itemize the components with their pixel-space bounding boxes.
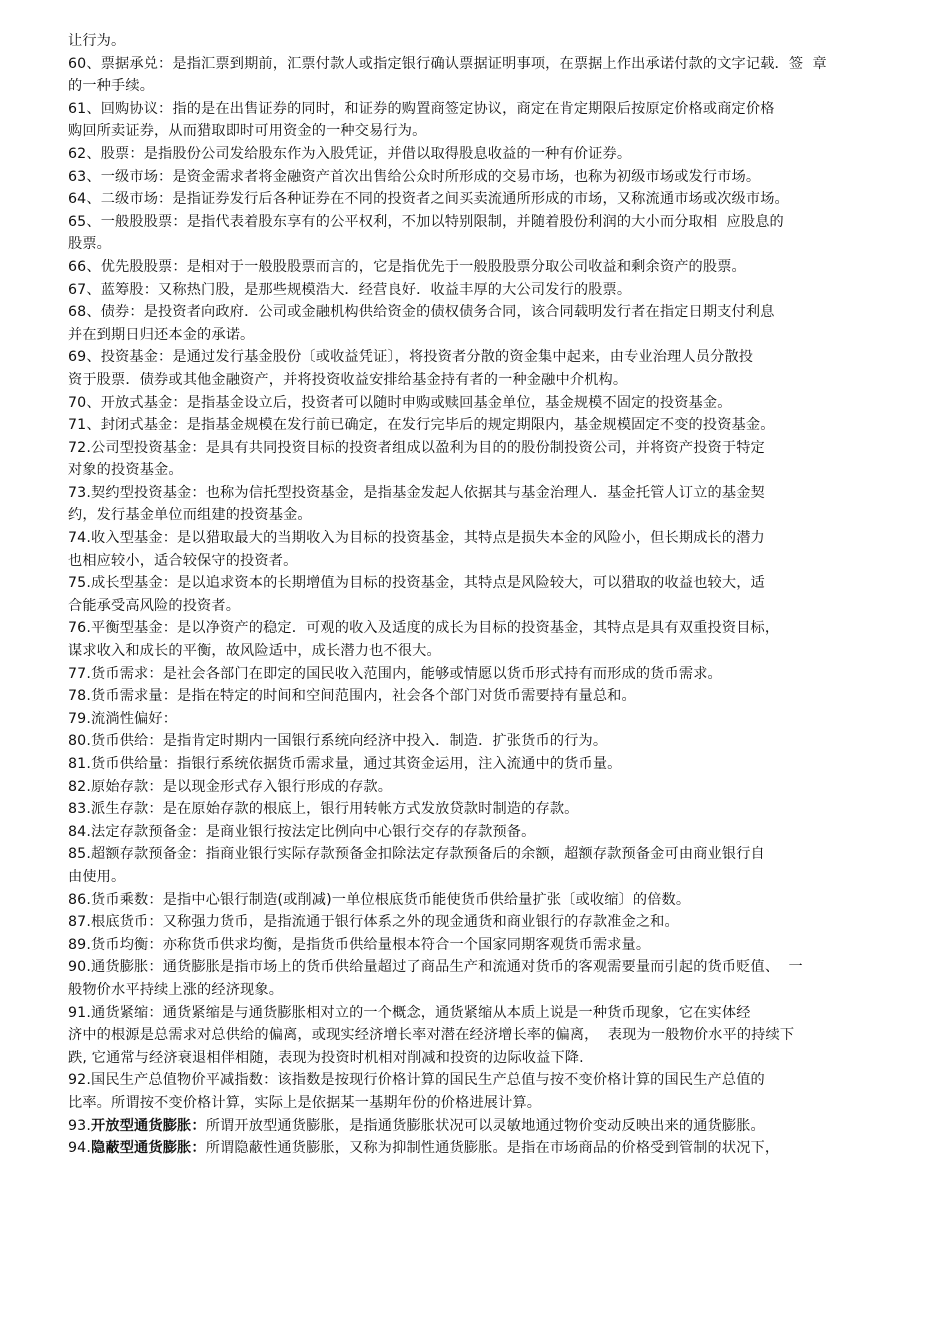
text-line bbox=[68, 1137, 884, 1160]
text-line: 67、蓝筹股：又称热门股，是那些规模浩大．经营良好．收益丰厚的大公司发行的股票。 bbox=[68, 281, 632, 298]
text-line: 89.货币均衡：亦称货币供求均衡，是指货币供给量根本符合一个国家同期客观货币需求量。 bbox=[68, 936, 651, 953]
text-line: 61、回购协议：指的是在出售证券的同时，和证券的购置商签定协议，商定在肯定期限后按原定价格或商定价格 bbox=[68, 100, 775, 117]
text-line: 济中的根源是总需求对总供给的偏离，或现实经济增长率对潜在经济增长率的偏离， 表现为一般物价水平的持续下 bbox=[68, 1027, 795, 1044]
text-line: 69、投资基金：是通过发行基金股份〔或收益凭证〕，将投资者分散的资金集中起来，由专业治理人员分散投 bbox=[68, 349, 754, 366]
item-number: 94. bbox=[68, 1140, 92, 1157]
text-line: 72.公司型投资基金：是具有共同投资目标的投资者组成以盈利为目的的股份制投资公司，并将资产投资于特定 bbox=[68, 439, 765, 456]
text-line: 92.国民生产总值物价平减指数：该指数是按现行价格计算的国民生产总值与按不变价格计算的国民生产总值的 bbox=[68, 1072, 765, 1089]
text-line: 74.收入型基金：是以猎取最大的当期收入为目标的投资基金，其特点是损失本金的风险小，但长期成长的潜力 bbox=[68, 530, 765, 547]
text-line: 77.货币需求：是社会各部门在即定的国民收入范围内，能够或情愿以货币形式持有而形成的货币需求。 bbox=[68, 665, 722, 682]
text-line: 比率。所谓按不变价格计算，实际上是依据某一基期年份的价格进展计算。 bbox=[68, 1094, 542, 1111]
item-text: 所谓开放型通货膨胀，是指通货膨胀状况可以灵敏地通过物价变动反映出来的通货膨胀。 bbox=[205, 1117, 765, 1134]
text-line: 78.货币需求量：是指在特定的时间和空间范围内，社会各个部门对货币需要持有量总和。 bbox=[68, 688, 636, 705]
bold-term: 隐蔽型通货膨胀： bbox=[91, 1140, 206, 1157]
text-line: 86.货币乘数：是指中心银行制造(或削减)一单位根底货币能使货币供给量扩张〔或收缩〕的倍数。 bbox=[68, 891, 691, 908]
text-line: 合能承受高风险的投资者。 bbox=[68, 597, 241, 614]
text-line: 87.根底货币：又称强力货币，是指流通于银行体系之外的现金通货和商业银行的存款准金之和。 bbox=[68, 914, 679, 931]
bold-term: 开放型通货膨胀： bbox=[91, 1117, 206, 1134]
text-line: 91.通货紧缩：通货紧缩是与通货膨胀相对立的一个概念，通货紧缩从本质上说是一种货币现象，它在实体经 bbox=[68, 1004, 751, 1021]
text-line: 股票。 bbox=[68, 236, 112, 253]
text-line: 80.货币供给：是指肯定时期内一国银行系统向经济中投入．制造．扩张货币的行为。 bbox=[68, 733, 608, 750]
text-line: 对象的投资基金。 bbox=[68, 462, 183, 479]
text-line: 63、一级市场：是资金需求者将金融资产首次出售给公众时所形成的交易市场，也称为初级市场或发行市场。 bbox=[68, 168, 761, 185]
text-line: 让行为。 bbox=[68, 33, 126, 49]
text-line: 也相应较小，适合较保守的投资者。 bbox=[68, 552, 298, 569]
text-line: 90.通货膨胀：通货膨胀是指市场上的货币供给量超过了商品生产和流通对货币的客观需要量而引起的货币贬值、 一 bbox=[68, 959, 803, 976]
text-line: 68、债券：是投资者向政府．公司或金融机构供给资金的债权债务合同，该合同载明发行者在指定日期支付利息 bbox=[68, 304, 775, 321]
text-line: 71、封闭式基金：是指基金规模在发行前已确定，在发行完毕后的规定期限内，基金规模固定不变的投资基金。 bbox=[68, 417, 775, 434]
item-number: 93. bbox=[68, 1117, 92, 1134]
text-line: 谋求收入和成长的平衡，故风险适中，成长潜力也不很大。 bbox=[68, 643, 441, 660]
text-line: 购回所卖证券，从而猎取即时可用资金的一种交易行为。 bbox=[68, 123, 427, 140]
text-line: 76.平衡型基金：是以净资产的稳定．可观的收入及适度的成长为目标的投资基金，其特点是具有双重投资目标， bbox=[68, 620, 780, 637]
text-line: 65、一般股股票：是指代表着股东享有的公平权利，不加以特别限制，并随着股份利润的大小而分取相 应股息的 bbox=[68, 213, 784, 230]
text-line: 83.派生存款：是在原始存款的根底上，银行用转帐方式发放贷款时制造的存款。 bbox=[68, 801, 579, 818]
text-line: 66、优先股股票：是相对于一般股股票而言的，它是指优先于一般股股票分取公司收益和剩余资产的股票。 bbox=[68, 258, 746, 275]
text-line bbox=[68, 1115, 884, 1138]
text-line: 70、开放式基金：是指基金设立后，投资者可以随时申购或赎回基金单位，基金规模不固定的投资基金。 bbox=[68, 394, 732, 411]
text-line: 73.契约型投资基金：也称为信托型投资基金，是指基金发起人依据其与基金治理人．基金托管人订立的基金契 bbox=[68, 484, 765, 501]
text-line: 跌, 它通常与经济衰退相伴相随，表现为投资时机相对削减和投资的边际收益下降. bbox=[68, 1049, 584, 1066]
item-text: 所谓隐蔽性通货膨胀，又称为抑制性通货膨胀。是指在市场商品的价格受到管制的状况下， bbox=[205, 1140, 780, 1157]
text-line: 64、二级市场：是指证券发行后各种证券在不同的投资者之间买卖流通所形成的市场，又称流通市场或次级市场。 bbox=[68, 191, 789, 208]
text-line: 的一种手续。 bbox=[68, 78, 155, 95]
text-line: 82.原始存款：是以现金形式存入银行形成的存款。 bbox=[68, 778, 393, 795]
text-line: 由使用。 bbox=[68, 868, 126, 885]
text-line: 资于股票．债券或其他金融资产，并将投资收益安排给基金持有者的一种金融中介机构。 bbox=[68, 371, 628, 388]
text-line: 84.法定存款预备金：是商业银行按法定比例向中心银行交存的存款预备。 bbox=[68, 823, 536, 840]
text-line: 81.货币供给量：指银行系统依据货币需求量，通过其资金运用，注入流通中的货币量。 bbox=[68, 756, 622, 772]
document-body bbox=[68, 30, 884, 1115]
text-line: 85.超额存款预备金：指商业银行实际存款预备金扣除法定存款预备后的余额，超额存款预备金可由商业银行自 bbox=[68, 846, 765, 863]
text-line: 60、票据承兑：是指汇票到期前，汇票付款人或指定银行确认票据证明事项，在票据上作出承诺付款的文字记载．签 章 bbox=[68, 55, 827, 72]
text-line: 约，发行基金单位而组建的投资基金。 bbox=[68, 507, 312, 524]
text-line: 79.流淌性偏好： bbox=[68, 710, 178, 727]
text-line: 般物价水平持续上涨的经济现象。 bbox=[68, 981, 284, 998]
text-line: 75.成长型基金：是以追求资本的长期增值为目标的投资基金，其特点是风险较大，可以猎取的收益也较大，适 bbox=[68, 575, 765, 592]
text-line: 62、股票：是指股份公司发给股东作为入股凭证，并借以取得股息收益的一种有价证券。 bbox=[68, 145, 632, 162]
text-line: 并在到期日归还本金的承诺。 bbox=[68, 326, 255, 343]
